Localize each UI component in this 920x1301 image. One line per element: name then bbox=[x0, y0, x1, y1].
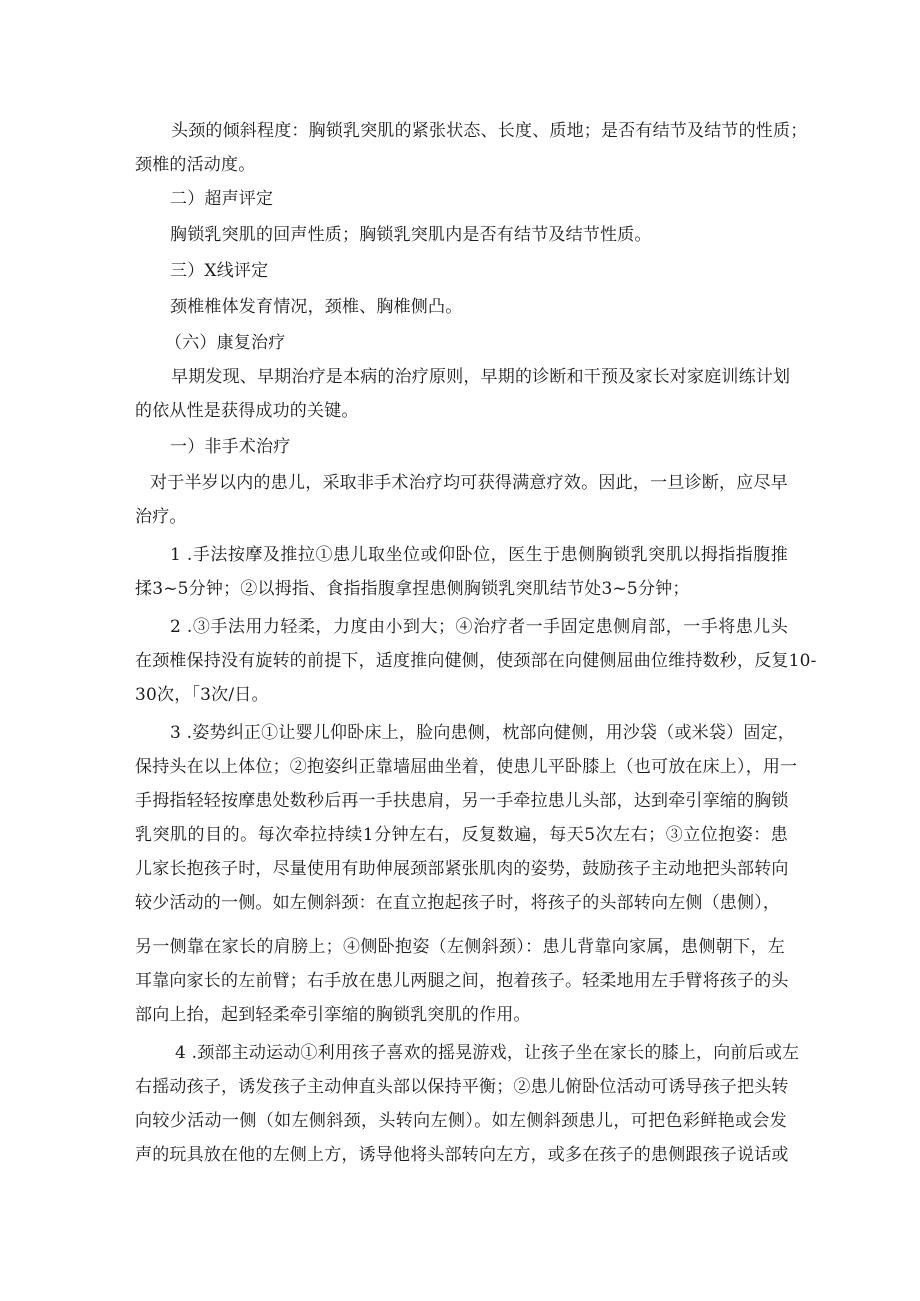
section-heading: 二）超声评定 bbox=[170, 189, 274, 209]
text-line: 的依从性是获得成功的关键。 bbox=[135, 401, 359, 421]
section-heading: （六）康复治疗 bbox=[165, 333, 286, 353]
text-line: 对于半岁以内的患儿，采取非手术治疗均可获得满意疗效。因此，一旦诊断，应尽早 bbox=[150, 473, 788, 493]
text-line: 儿家长抱孩子时，尽量使用有助伸展颈部紧张肌肉的姿势，鼓励孩子主动地把头部转向 bbox=[135, 859, 789, 879]
section-heading: 一）非手术治疗 bbox=[170, 437, 291, 457]
text-line: 另一侧靠在家长的肩膀上；④侧卧抱姿（左侧斜颈）：患儿背靠向家属，患侧朝下，左 bbox=[135, 937, 785, 957]
text-line: 颈椎椎体发育情况，颈椎、胸椎侧凸。 bbox=[170, 297, 463, 317]
text-line: 1 .手法按摩及推拉①患儿取坐位或仰卧位，医生于患侧胸锁乳突肌以拇指指腹推 bbox=[170, 545, 788, 565]
text-line: 4 .颈部主动运动①利用孩子喜欢的摇晃游戏，让孩子坐在家长的膝上，向前后或左 bbox=[175, 1043, 800, 1063]
text-line: 手拇指轻轻按摩患处数秒后再一手扶患肩，另一手牵拉患儿头部，达到牵引挛缩的胸锁 bbox=[135, 791, 789, 811]
text-line: 揉3~5分钟；②以拇指、食指指腹拿捏患侧胸锁乳突肌结节处3~5分钟； bbox=[135, 579, 690, 599]
text-line: 右摇动孩子，诱发孩子主动伸直头部以保持平衡；②患儿俯卧位活动可诱导孩子把头转 bbox=[135, 1077, 789, 1097]
text-line: 30次，「3次/日。 bbox=[135, 685, 269, 705]
text-line: 耳靠向家长的左前臂；右手放在患儿两腿之间，抱着孩子。轻柔地用左手臂将孩子的头 bbox=[135, 971, 789, 991]
text-line: 3 .姿势纠正①让婴儿仰卧床上，脸向患侧，枕部向健侧，用沙袋（或米袋）固定， bbox=[170, 723, 795, 743]
text-line: 在颈椎保持没有旋转的前提下，适度推向健侧，使颈部在向健侧屈曲位维持数秒，反复10- bbox=[135, 651, 817, 671]
text-line: 保持头在以上体位；②抱姿纠正靠墙屈曲坐着，使患儿平卧膝上（也可放在床上），用一 bbox=[135, 757, 798, 777]
text-line: 治疗。 bbox=[135, 507, 187, 527]
text-line: 头颈的倾斜程度：胸锁乳突肌的紧张状态、长度、质地；是否有结节及结节的性质； bbox=[171, 121, 808, 141]
text-line: 较少活动的一侧。如左侧斜颈：在直立抱起孩子时，将孩子的头部转向左侧（患侧）， bbox=[135, 893, 781, 913]
text-line: 胸锁乳突肌的回声性质；胸锁乳突肌内是否有结节及结节性质。 bbox=[170, 225, 652, 245]
text-line: 乳突肌的目的。每次牵拉持续1分钟左右，反复数遍，每天5次左右；③立位抱姿：患 bbox=[135, 825, 788, 845]
text-line: 2 .③手法用力轻柔，力度由小到大；④治疗者一手固定患侧肩部，一手将患儿头 bbox=[170, 617, 788, 637]
text-line: 颈椎的活动度。 bbox=[135, 155, 256, 175]
section-heading: 三）X线评定 bbox=[170, 261, 269, 281]
text-line: 声的玩具放在他的左侧上方，诱导他将头部转向左方，或多在孩子的患侧跟孩子说话或 bbox=[135, 1145, 789, 1165]
text-line: 部向上抬，起到轻柔牵引挛缩的胸锁乳突肌的作用。 bbox=[135, 1005, 531, 1025]
text-line: 早期发现、早期治疗是本病的治疗原则，早期的诊断和干预及家长对家庭训练计划 bbox=[171, 367, 791, 387]
text-line: 向较少活动一侧（如左侧斜颈，头转向左侧）。如左侧斜颈患儿，可把色彩鲜艳或会发 bbox=[135, 1111, 787, 1131]
